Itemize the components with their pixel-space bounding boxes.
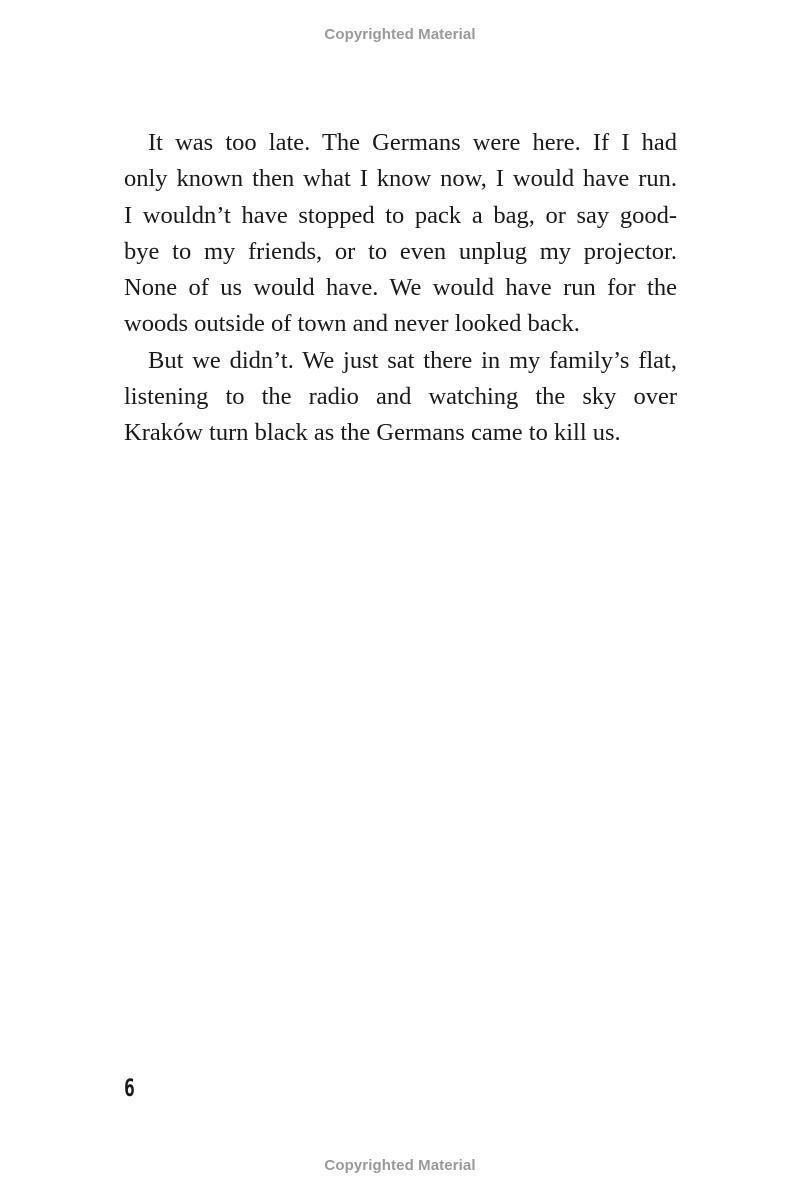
text-line: woods outside of town and never looked back. [124, 310, 580, 338]
text-line: I wouldn’t have stopped to pack a bag, or say good- [124, 201, 677, 229]
text-line: bye to my friends, or to even unplug my projector. [124, 237, 677, 265]
text-line: But we didn’t. We just sat there in my family’s flat, [148, 346, 677, 374]
text-line: None of us would have. We would have run for the [124, 274, 677, 302]
body-text [124, 125, 677, 452]
page-number: 6 [124, 1074, 135, 1102]
text-line: It was too late. The Germans were here. If I had [148, 129, 677, 156]
text-line: listening to the radio and watching the sky over [124, 383, 677, 411]
copyright-watermark-bottom: Copyrighted Material [324, 1157, 476, 1174]
copyright-watermark-top: Copyrighted Material [324, 26, 476, 43]
paragraph [124, 343, 677, 452]
text-line: only known then what I know now, I would have run. [124, 165, 677, 193]
paragraph [124, 125, 677, 343]
text-line: Kraków turn black as the Germans came to kill us. [124, 419, 621, 447]
